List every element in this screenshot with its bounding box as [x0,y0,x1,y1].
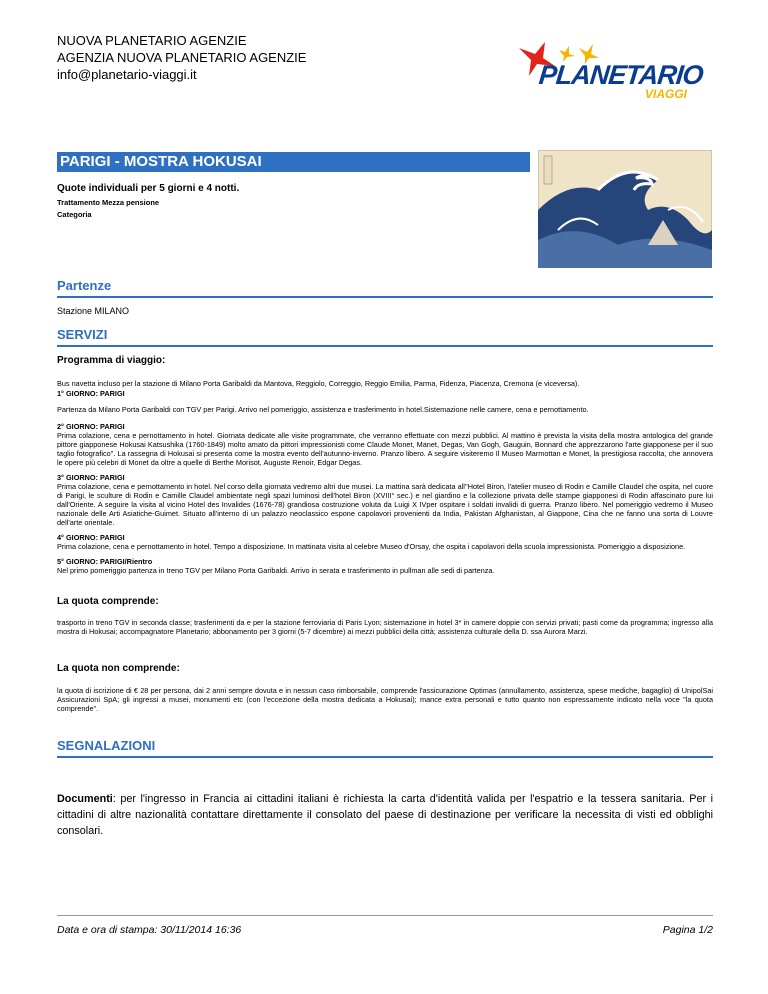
day-5-title: 5° GIORNO: PARIGI/Rientro [57,557,153,566]
planetario-logo [515,38,715,104]
day-3-text: Prima colazione, cena e pernottamento in hotel. Nel corso della giornata vedremo altri due musei. La mattina sarà dedicata all''Hotel Biron, l'atelier museo di Rodin e Camille Claudel che ospita, nel cuore di Parigi, le sculture di Rodin e Camille Claudel ambientate negli spazi luminosi dell'hotel Biron (XVIII° sec.) e nel giardino e la collezione privata delle stampe giapponesi di Rodin affascinato pure lui dall'Oriente. A seguire la visita al vicino Hotel des Invalides (1676-78) grandiosa costruzione voluta da Luigi X IVper ospitare i soldati invalidi di guerra. Pranzo libero. Nel pomeriggio vedremo il Museo nazionale delle Arti Asiatiche-Guimet. Situato all'interno di un palazzo neoclassico espone capolavori provenienti da India, Pakistan Afghanistan, al Giappone, Cina che ne fanno una sorta di Louvre dell'arte orientale. [57,482,713,527]
not-included-heading: La quota non comprende: [57,663,180,674]
page-number: Pagina 1/2 [662,924,713,936]
footer-divider [57,915,713,916]
included-heading: La quota comprende: [57,596,159,607]
documents-text: : per l'ingresso in Francia ai cittadini italiani è richiesta la carta d'identità valida per l'espatrio e la tessera sanitaria. Per i cittadini di altre nazionalità contattare direttamente il consolato del paese di destinazione per verificare la necessita di visti ed obblighi consolari. [57,793,713,837]
agency-header [57,32,306,83]
documents-label: Documenti [57,793,113,805]
agency-email[interactable]: info@planetario-viaggi.it [57,67,197,82]
logo-wordmark: PLANETARIO [537,60,705,90]
quote-main: Quote individuali per 5 giorni e 4 notti. [57,183,240,194]
day-5-text: Nel primo pomeriggio partenza in treno TGV per Milano Porta Garibaldi. Arrivo in serata e trasferimento in pullman alle sedi di partenza. [57,566,495,575]
agency-name: NUOVA PLANETARIO AGENZIE [57,33,247,48]
day-3-title: 3° GIORNO: PARIGI [57,473,125,482]
section-heading-segnalazioni: SEGNALAZIONI [57,738,713,758]
included-text: trasporto in treno TGV in seconda classe; trasferimenti da e per la stazione ferroviaria di Paris Lyon; sistemazione in hotel 3* in camere doppie con servizi privati; pasti come da programma; ingresso alla mostra di Hokusai; accompagnatore Planetario; abbonamento per 3 giorni (5-7 dicembre) ai mezzi pubblici della città; assistenza culturale della D. ssa Aurora Marzi. [57,618,713,636]
agency-fullname: AGENZIA NUOVA PLANETARIO AGENZIE [57,50,307,65]
quote-info [57,183,239,219]
hokusai-wave-image [538,150,712,268]
day-1-title: 1° GIORNO: PARIGI [57,389,125,398]
section-heading-partenze: Partenze [57,278,713,298]
page-title: PARIGI - MOSTRA HOKUSAI [60,153,262,170]
day-1-text: Partenza da Milano Porta Garibaldi con TGV per Parigi. Arrivo nel pomeriggio, assistenza e trasferimento in hotel.Sistemazione nelle camere, cena e pernottamento. [57,405,589,414]
day-4-text: Prima colazione, cena e pernottamento in hotel. Tempo a disposizione. In mattinata visita al celebre Museo d'Orsay, che ospita i capolavori della scuola impressionista. Pomeriggio a disposizione. [57,542,686,551]
section-heading-servizi: SERVIZI [57,327,713,347]
quote-category: Categoria [57,210,92,219]
departure-station: Stazione MILANO [57,306,130,316]
print-date: Data e ora di stampa: 30/11/2014 16:36 [57,924,242,936]
quote-treatment: Trattamento Mezza pensione [57,198,160,207]
not-included-text: la quota di iscrizione di € 28 per persona, dai 2 anni sempre dovuta e in nessun caso rimborsabile, comprende l'assicurazione Optimas (annullamento, assistenza, spese mediche, bagaglio) di UnipolSai Assicurazioni SpA; gli ingressi a musei, monumenti etc (con l'eccezione della mostra dedicata a Hokusai); mance extra personali e tutto quanto non espressamente indicato nella voce "la quota comprende". [57,686,713,713]
logo-subtitle: VIAGGI [645,87,688,101]
program-intro: Bus navetta incluso per la stazione di Milano Porta Garibaldi da Mantova, Reggiolo, Correggio, Reggio Emilia, Parma, Fidenza, Piacenza, Cremona (e viceversa). [57,379,580,388]
day-2-text: Prima colazione, cena e pernottamento in hotel. Giornata dedicate alle visite programmate, che verranno effettuate con mezzi pubblici. Al mattino è prevista la visita della mostra antologica del grande pittore giapponese Hokusai Katsushika (1760-1849) molto amato da pittori impressionisti come Claude Monet, Manet, Degas, Van Gogh, Gauguin, Bonnard che apprezzarono l'arte giapponese per il suo taglio fotografico". La rassegna di Hokusai si presenta come la mostra evento dell'autunno-inverno. Pranzo libero. A seguire visiteremo Il Museo Marmottan e Monet, la prestigiosa raccolta, che annovera le opere più celebri di Monet da oltre a quelle di Berthe Morisot, Auguste Renoir, Edgar Degas. [57,431,713,467]
day-2-title: 2° GIORNO: PARIGI [57,422,125,431]
documents-note [57,791,713,839]
page-title-bar [57,152,530,172]
day-4-title: 4° GIORNO: PARIGI [57,533,125,542]
program-heading: Programma di viaggio: [57,355,166,366]
program-body [57,379,713,575]
